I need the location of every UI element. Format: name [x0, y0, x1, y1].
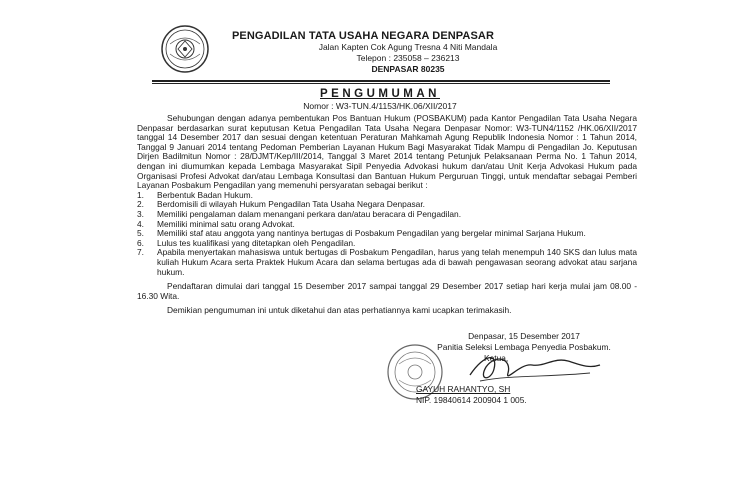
- list-item-text: Memiliki pengalaman dalam menangani perkara dan/atau beracara di Pengadilan.: [157, 208, 462, 219]
- announcement-body: [137, 114, 637, 316]
- letterhead-divider-thin: [152, 83, 610, 84]
- list-item-text: Apabila menyertakan mahasiswa untuk bertugas di Posbakum Pengadilan, harus yang telah menempuh 140 SKS dan lulus mata kuliah Hukum Acara serta Praktek Hukum Acara dan selama bertugas ada di bawah pengawasan seorang advokat atau sarjana hukum.: [157, 247, 637, 277]
- institution-name: PENGADILAN TATA USAHA NEGARA DENPASAR: [232, 30, 494, 42]
- intro-paragraph: Sehubungan dengan adanya pembentukan Pos Bantuan Hukum (POSBAKUM) pada Kantor Pengadilan Tata Usaha Negara Denpasar berdasarkan surat keputusan Ketua Pengadilan Tata Usaha Negara Denpasar Nomor: W3-TUN4/1152 /HK.06/XII/2017 tanggal 14 Desember 2017 dan sesuai dengan ketentuan Peraturan Mahkamah Agung Republik Indonesia Nomor : 1 Tahun 2014, Tanggal 9 Januari 2014 tentang Pedoman Pemberian Layanan Hukum Bagi Masyarakat Tidak Mampu di Pengadilan Jo. Keputusan Dirjen Badilmitun Nomor : 28/DJMT/Kep/III/2014, Tanggal 3 Maret 2014 tentang Petunjuk Pelaksanaan Perma No. 1 Tahun 2014, dengan ini diumumkan kepada Lembaga Masyarakat Sipil Penyedia Advokasi hukum dan/atau Unit Kerja Advokasi Hukum pada Organisasi Profesi Advokat dan/atau Lembaga Konsultasi dan Bantuan Hukum Perguruan Tinggi, untuk mendaftar sebagai Pemberi Layanan Posbakum Pengadilan yang memenuhi persyaratan sebagai berikut :: [137, 113, 637, 191]
- requirements-list: [137, 191, 637, 277]
- list-item: [137, 248, 637, 277]
- signatory-name: GAYUH RAHANTYO, SH: [416, 384, 511, 394]
- signatory-role: Ketua,: [484, 353, 509, 363]
- list-item-text: Lulus tes kualifikasi yang ditetapkan oleh Pengadilan.: [157, 237, 356, 248]
- institution-address: Jalan Kapten Cok Agung Tresna 4 Niti Mandala: [318, 42, 498, 52]
- institution-phone: Telepon : 235058 – 236213: [356, 53, 460, 63]
- letterhead-divider-thick: [152, 80, 610, 82]
- list-item-number: 6.: [137, 237, 144, 248]
- list-item-number: 7.: [137, 247, 144, 258]
- announcement-number: Nomor : W3-TUN.4/1153/HK.06/XII/2017: [303, 101, 457, 111]
- list-item-number: 2.: [137, 199, 144, 210]
- closing-paragraph: Demikian pengumuman ini untuk diketahui dan atas perhatiannya kami ucapkan terimakasih.: [167, 305, 512, 316]
- committee-name: Panitia Seleksi Lembaga Penyedia Posbakum.: [437, 342, 611, 352]
- list-item-number: 4.: [137, 218, 144, 229]
- list-item-number: 3.: [137, 208, 144, 219]
- signatory-nip: NIP. 19840614 200904 1 005.: [416, 395, 527, 405]
- list-item-text: Berbentuk Badan Hukum.: [157, 189, 253, 200]
- list-item-text: Berdomisili di wilayah Hukum Pengadilan Tata Usaha Negara Denpasar.: [157, 199, 425, 210]
- list-item-text: Memiliki staf atau anggota yang nantinya bertugas di Posbakum Pengadilan yang bergelar minimal Sarjana Hukum.: [157, 228, 586, 239]
- registration-paragraph: Pendaftaran dimulai dari tanggal 15 Desember 2017 sampai tanggal 29 Desember 2017 setiap hari kerja mulai jam 08.00 - 16.30 Wita.: [137, 281, 637, 301]
- court-emblem-icon: [160, 24, 210, 74]
- list-item-text: Memiliki minimal satu orang Advokat.: [157, 218, 295, 229]
- place-date: Denpasar, 15 Desember 2017: [468, 331, 580, 341]
- list-item-number: 1.: [137, 189, 144, 200]
- announcement-title: PENGUMUMAN: [320, 88, 440, 100]
- institution-city: DENPASAR 80235: [371, 64, 445, 74]
- signature-block: [398, 331, 638, 406]
- letterhead: [232, 30, 612, 75]
- list-item-number: 5.: [137, 228, 144, 239]
